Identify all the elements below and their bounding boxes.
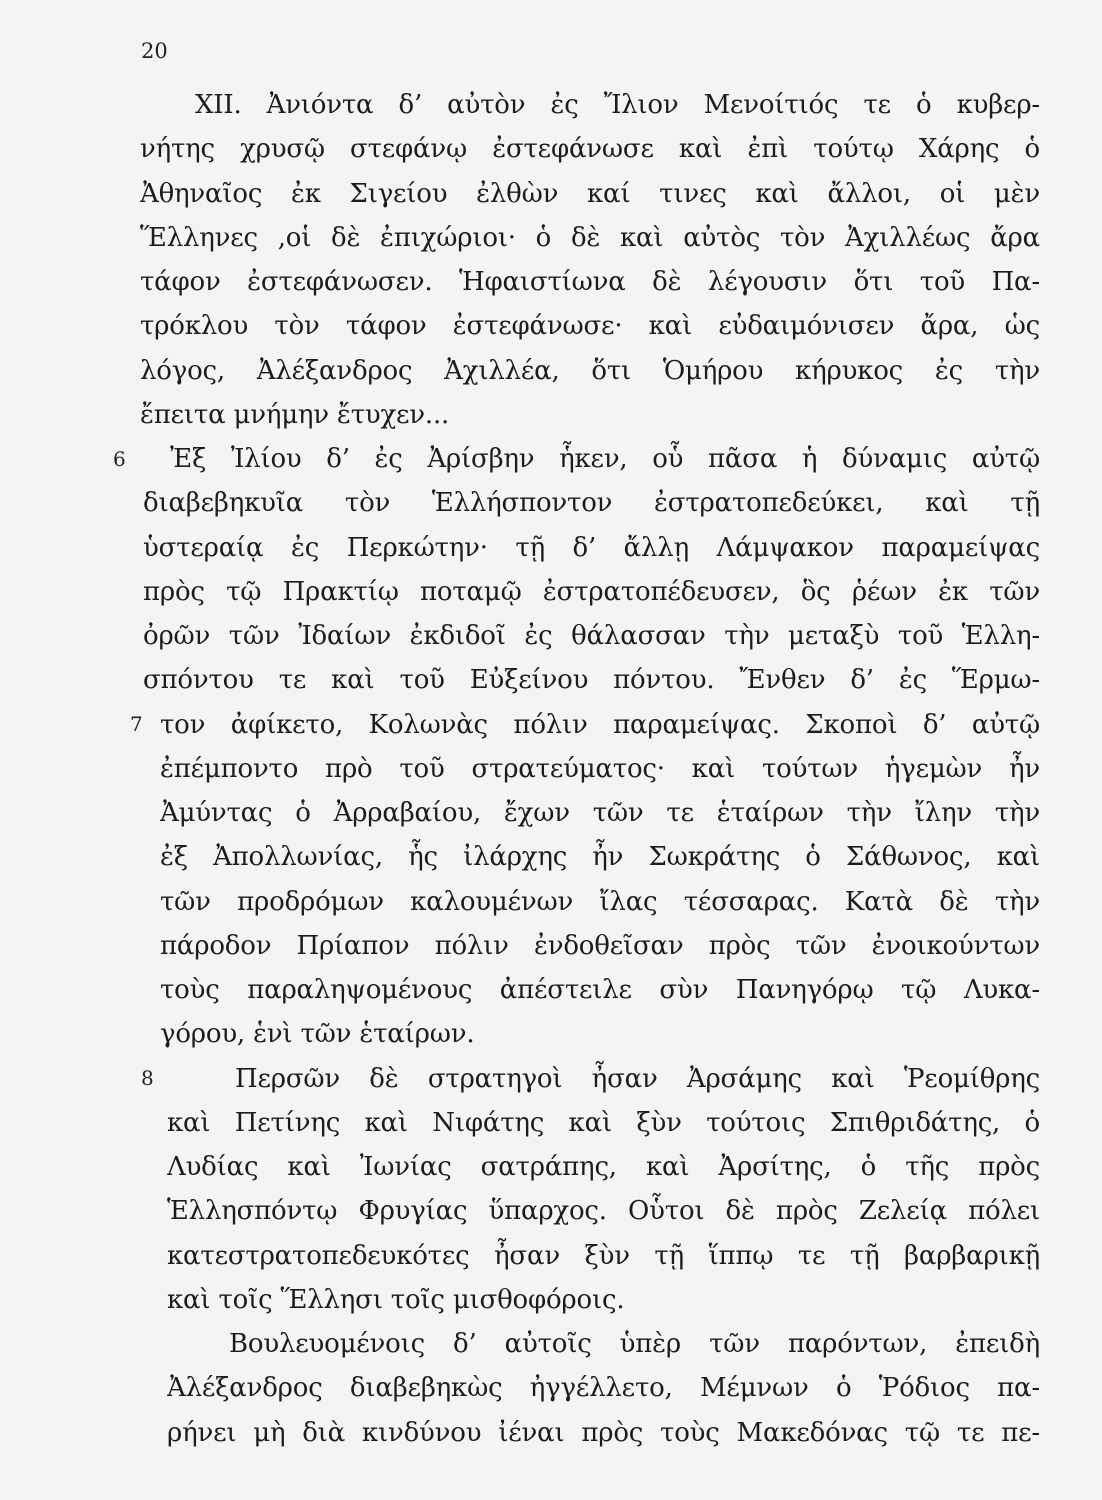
text-line: Ἀλέξανδρος διαβεβηκὼς ἠγγέλλετο, Μέμνων ὁ Ῥόδιος πα- bbox=[167, 1373, 1040, 1404]
text-line: τον ἀφίκετο, Κολωνὰς πόλιν παραμείψας. Σκοποὶ δ’ αὐτῷ bbox=[160, 709, 1040, 740]
text-line: νήτης χρυσῷ στεφάνῳ ἐστεφάνωσε καὶ ἐπὶ τούτῳ Χάρης ὁ bbox=[140, 134, 1040, 165]
text-line: καὶ Πετίνης καὶ Νιφάτης καὶ ξὺν τούτοις Σπιθριδάτης, ὁ bbox=[167, 1107, 1040, 1138]
text-line: τρόκλου τὸν τάφον ἐστεφάνωσε· καὶ εὐδαιμόνισεν ἄρα, ὡς bbox=[140, 311, 1040, 342]
text-line: Ἀμύντας ὁ Ἀρραβαίου, ἔχων τῶν τε ἑταίρων τὴν ἴλην τὴν bbox=[160, 798, 1040, 828]
text-line: πάροδον Πρίαπον πόλιν ἐνδοθεῖσαν πρὸς τῶν ἐνοικούντων bbox=[160, 930, 1040, 961]
text-line: καὶ τοῖς Ἕλλησι τοῖς μισθοφόροις. bbox=[167, 1284, 625, 1315]
text-line: γόρου, ἑνὶ τῶν ἑταίρων. bbox=[160, 1019, 475, 1050]
text-line: ἐπέμποντο πρὸ τοῦ στρατεύματος· καὶ τούτων ἡγεμὼν ἦν bbox=[160, 753, 1040, 784]
text-line: σπόντου τε καὶ τοῦ Εὐξείνου πόντου. Ἔνθεν δ’ ἐς Ἕρμω- bbox=[143, 665, 1040, 696]
text-line: λόγος, Ἀλέξανδρος Ἀχιλλέα, ὅτι Ὁμήρου κήρυκος ἐς τὴν bbox=[140, 355, 1040, 386]
text-line: ὀρῶν τῶν Ἰδαίων ἐκδιδοῖ ἐς θάλασσαν τὴν μεταξὺ τοῦ Ἑλλη- bbox=[143, 621, 1040, 651]
text-line: ἐξ Ἀπολλωνίας, ἧς ἰλάρχης ἦν Σωκράτης ὁ Σάθωνος, καὶ bbox=[160, 842, 1040, 873]
text-line: XII. Ἀνιόντα δ’ αὐτὸν ἐς Ἴλιον Μενοίτιός τε ὁ κυβερ- bbox=[195, 90, 1040, 120]
page-number: 20 bbox=[141, 39, 168, 63]
text-line: Ἑλλησπόντῳ Φρυγίας ὕπαρχος. Οὗτοι δὲ πρὸς Ζελείᾳ πόλει bbox=[167, 1196, 1040, 1227]
text-block bbox=[140, 83, 1040, 1455]
section-number: 6 bbox=[113, 447, 126, 471]
text-line: Λυδίας καὶ Ἰωνίας σατράπης, καὶ Ἀρσίτης, ὁ τῆς πρὸς bbox=[167, 1152, 1040, 1182]
text-line: ὑστεραίᾳ ἐς Περκώτην· τῇ δ’ ἄλλῃ Λάμψακον παραμείψας bbox=[143, 532, 1040, 563]
text-line: ρήνει μὴ διὰ κινδύνου ἰέναι πρὸς τοὺς Μακεδόνας τῷ τε πε- bbox=[167, 1417, 1040, 1448]
text-line: κατεστρατοπεδευκότες ἦσαν ξὺν τῇ ἵππῳ τε τῇ βαρβαρικῇ bbox=[167, 1240, 1040, 1271]
text-line: Ἕλληνες ,οἱ δὲ ἐπιχώριοι· ὁ δὲ καὶ αὐτὸς τὸν Ἀχιλλέως ἄρα bbox=[140, 222, 1040, 253]
text-line: Περσῶν δὲ στρατηγοὶ ἦσαν Ἀρσάμης καὶ Ῥεομίθρης bbox=[235, 1063, 1040, 1094]
text-line: τάφον ἐστεφάνωσεν. Ἡφαιστίωνα δὲ λέγουσιν ὅτι τοῦ Πα- bbox=[140, 267, 1040, 297]
text-line: διαβεβηκυῖα τὸν Ἑλλήσποντον ἐστρατοπεδεύκει, καὶ τῇ bbox=[143, 488, 1040, 519]
text-line: Ἐξ Ἰλίου δ’ ἐς Ἀρίσβην ἧκεν, οὗ πᾶσα ἡ δύναμις αὐτῷ bbox=[170, 444, 1040, 474]
text-line: πρὸς τῷ Πρακτίῳ ποταμῷ ἐστρατοπέδευσεν, ὃς ῥέων ἐκ τῶν bbox=[143, 576, 1040, 607]
section-number: 7 bbox=[130, 712, 143, 736]
text-line: Ἀθηναῖος ἐκ Σιγείου ἐλθὼν καί τινες καὶ ἄλλοι, οἱ μὲν bbox=[140, 178, 1040, 209]
text-line: Βουλευομένοις δ’ αὐτοῖς ὑπὲρ τῶν παρόντων, ἐπειδὴ bbox=[229, 1329, 1040, 1359]
text-line: ἔπειτα μνήμην ἔτυχεν... bbox=[140, 399, 450, 430]
section-number: 8 bbox=[141, 1066, 154, 1090]
text-line: τῶν προδρόμων καλουμένων ἴλας τέσσαρας. Κατὰ δὲ τὴν bbox=[160, 886, 1040, 917]
text-line: τοὺς παραληψομένους ἀπέστειλε σὺν Πανηγόρῳ τῷ Λυκα- bbox=[160, 975, 1040, 1005]
